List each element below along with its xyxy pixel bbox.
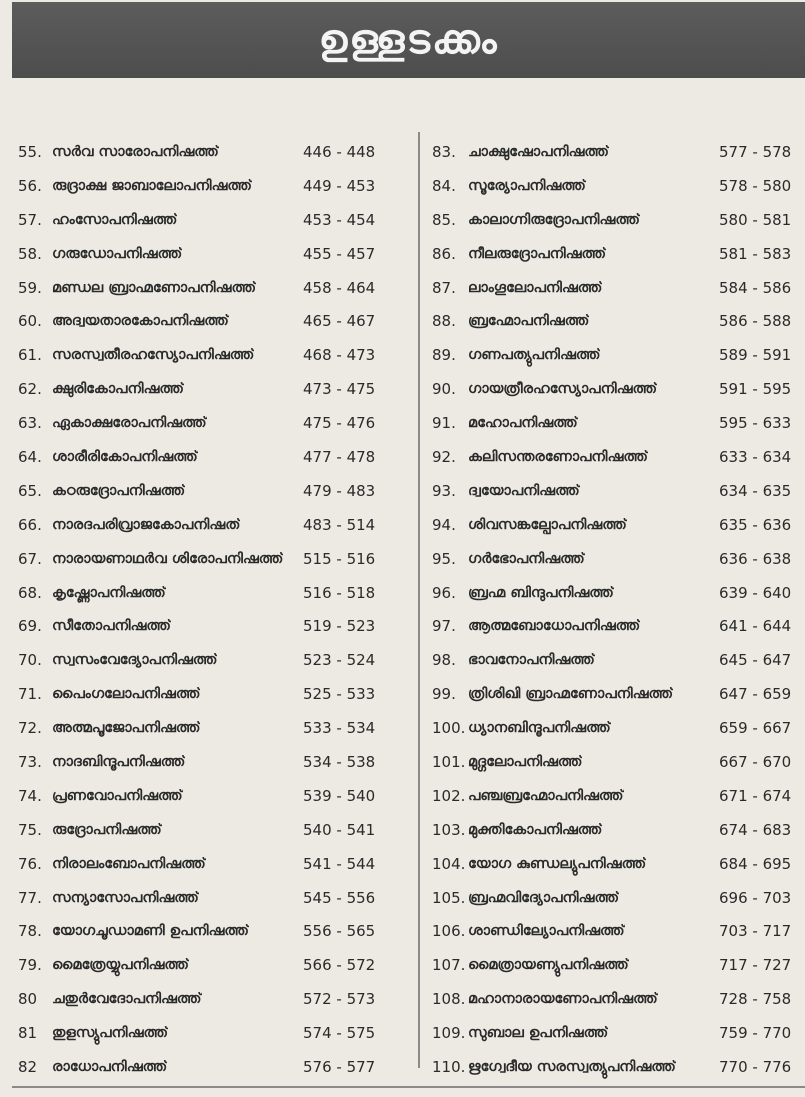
toc-column-right (432, 136, 802, 1085)
entry-title: ഏകാക്ഷരോപനിഷത്ത് (52, 415, 207, 432)
toc-entry (18, 577, 398, 611)
toc-entry (18, 746, 398, 780)
entry-title: ചതുർവേദോപനിഷത്ത് (52, 991, 202, 1008)
entry-title: മുക്തികോപനിഷത്ത് (468, 821, 603, 838)
entry-number: 65. (18, 481, 42, 500)
entry-page-range: 541 - 544 (303, 854, 376, 873)
entry-page-range: 516 - 518 (303, 583, 376, 602)
entry-number: 83. (432, 143, 456, 161)
entry-page-range: 696 - 703 (719, 888, 792, 907)
entry-number: 108. (432, 990, 466, 1009)
toc-entry (18, 441, 398, 475)
entry-page-range: 634 - 635 (719, 481, 792, 500)
entry-number: 67. (18, 549, 42, 568)
toc-entry (18, 475, 398, 509)
entry-number: 110. (432, 1058, 466, 1077)
entry-title: തുളസ്യുപനിഷത്ത് (52, 1025, 169, 1042)
toc-entry (432, 339, 802, 373)
entry-title: മണ്ഡല ബ്രാഹ്മണോപനിഷത്ത് (52, 279, 257, 296)
entry-page-range: 635 - 636 (719, 515, 792, 534)
entry-number: 92. (432, 448, 456, 467)
entry-page-range: 525 - 533 (303, 685, 376, 704)
entry-title: ശിവസങ്കല്പോപനിഷത്ത് (468, 516, 627, 533)
entry-number: 59. (18, 278, 42, 297)
entry-title: ശാരീരികോപനിഷത്ത് (52, 449, 198, 466)
entry-page-range: 647 - 659 (719, 685, 792, 704)
entry-title: പഞ്ചബ്രഹ്മോപനിഷത്ത് (468, 787, 624, 804)
entry-page-range: 566 - 572 (303, 956, 376, 975)
entry-page-range: 671 - 674 (719, 786, 792, 805)
entry-title: ഗണപത്യുപനിഷത്ത് (468, 347, 601, 364)
entry-number: 87. (432, 278, 456, 297)
toc-entry (432, 848, 802, 882)
entry-number: 77. (18, 888, 42, 907)
toc-entry (18, 915, 398, 949)
toc-entry (18, 949, 398, 983)
entry-number: 73. (18, 753, 42, 772)
entry-number: 93. (432, 481, 456, 500)
entry-page-range: 449 - 453 (303, 176, 376, 195)
column-divider (418, 132, 420, 1068)
entry-number: 76. (18, 854, 42, 873)
entry-page-range: 595 - 633 (719, 414, 792, 433)
toc-entry (18, 848, 398, 882)
toc-entry (18, 272, 398, 306)
toc-entry (432, 407, 802, 441)
entry-page-range: 659 - 667 (719, 719, 792, 738)
entry-number: 72. (18, 719, 42, 738)
entry-page-range: 479 - 483 (303, 481, 376, 500)
entry-title: ദ്വയോപനിഷത്ത് (468, 482, 580, 499)
entry-title: അത്മപൂജോപനിഷത്ത് (52, 720, 201, 737)
entry-page-range: 591 - 595 (719, 380, 792, 399)
entry-page-range: 473 - 475 (303, 380, 376, 399)
entry-page-range: 645 - 647 (719, 651, 792, 670)
entry-number: 80 (18, 990, 38, 1009)
entry-page-range: 453 - 454 (303, 210, 376, 229)
entry-title: സുബാല ഉപനിഷത്ത് (468, 1025, 609, 1042)
entry-title: മുദ്ഗലോപനിഷത്ത് (468, 754, 583, 771)
toc-entry (432, 1051, 802, 1085)
entry-number: 102. (432, 786, 466, 805)
entry-page-range: 667 - 670 (719, 753, 792, 772)
entry-page-range: 534 - 538 (303, 753, 376, 772)
entry-number: 61. (18, 346, 42, 365)
entry-page-range: 684 - 695 (719, 854, 792, 873)
toc-entry (432, 238, 802, 272)
entry-number: 62. (18, 380, 42, 399)
toc-entry (432, 543, 802, 577)
entry-title: ധ്യാനബിന്ദൂപനിഷത്ത് (468, 720, 611, 737)
entry-page-range: 717 - 727 (719, 956, 792, 975)
entry-number: 88. (432, 312, 456, 331)
toc-entry (432, 1017, 802, 1051)
entry-page-range: 586 - 588 (719, 312, 792, 331)
toc-entry (432, 373, 802, 407)
entry-number: 55. (18, 143, 42, 161)
entry-page-range: 519 - 523 (303, 617, 376, 636)
entry-number: 57. (18, 210, 42, 229)
entry-number: 101. (432, 753, 466, 772)
entry-number: 107. (432, 956, 466, 975)
entry-number: 79. (18, 956, 42, 975)
toc-entry (432, 678, 802, 712)
toc-entry (18, 610, 398, 644)
entry-number: 74. (18, 786, 42, 805)
toc-entry (432, 204, 802, 238)
entry-title: ബ്രഹ്മോപനിഷത്ത് (468, 313, 590, 330)
toc-entry (432, 882, 802, 916)
entry-title: ഭാവനോപനിഷത്ത് (468, 652, 595, 669)
toc-entry (432, 475, 802, 509)
entry-title: രുദ്രോപനിഷത്ത് (52, 821, 162, 838)
entry-page-range: 577 - 578 (719, 143, 792, 161)
toc-entry (432, 136, 802, 170)
toc-entry (432, 780, 802, 814)
entry-page-range: 446 - 448 (303, 143, 376, 161)
toc-entry (18, 983, 398, 1017)
entry-page-range: 533 - 534 (303, 719, 376, 738)
entry-number: 99. (432, 685, 456, 704)
entry-title: രുദ്രാക്ഷ ജാബാലോപനിഷത്ത് (52, 177, 252, 194)
entry-number: 64. (18, 448, 42, 467)
entry-page-range: 477 - 478 (303, 448, 376, 467)
toc-entry (432, 983, 802, 1017)
toc-entry (18, 1051, 398, 1085)
entry-title: കഠരുദ്രോപനിഷത്ത് (52, 482, 186, 499)
entry-number: 85. (432, 210, 456, 229)
entry-number: 96. (432, 583, 456, 602)
entry-number: 89. (432, 346, 456, 365)
entry-page-range: 556 - 565 (303, 922, 376, 941)
entry-page-range: 540 - 541 (303, 820, 376, 839)
entry-number: 106. (432, 922, 466, 941)
toc-entry (432, 305, 802, 339)
toc-entry (432, 746, 802, 780)
toc-entry (432, 644, 802, 678)
entry-page-range: 633 - 634 (719, 448, 792, 467)
entry-title: സൂര്യോപനിഷത്ത് (468, 177, 586, 194)
toc-entry (432, 712, 802, 746)
entry-title: അദ്വയതാരകോപനിഷത്ത് (52, 313, 229, 330)
entry-page-range: 458 - 464 (303, 278, 376, 297)
entry-title: കാലാഗ്നിരുദ്രോപനിഷത്ത് (468, 211, 640, 228)
entry-page-range: 578 - 580 (719, 176, 792, 195)
toc-entry (432, 915, 802, 949)
entry-title: ക്ഷുരികോപനിഷത്ത് (52, 381, 184, 398)
entry-title: കൃഷ്ണോപനിഷത്ത് (52, 584, 166, 601)
entry-number: 58. (18, 244, 42, 263)
toc-entry (18, 678, 398, 712)
entry-number: 66. (18, 515, 42, 534)
entry-page-range: 572 - 573 (303, 990, 376, 1009)
entry-title: യോഗചൂഡാമണി ഉപനിഷത്ത് (52, 923, 250, 940)
entry-title: നാരായണാഥർവ ശിരോപനിഷത്ത് (52, 550, 284, 567)
toc-entry (432, 610, 802, 644)
entry-title: ആത്മബോധോപനിഷത്ത് (468, 618, 641, 635)
entry-title: ശാണ്ഡില്യോപനിഷത്ത് (468, 923, 625, 940)
toc-entry (18, 1017, 398, 1051)
entry-page-range: 576 - 577 (303, 1058, 376, 1077)
entry-title: കലിസന്തരണോപനിഷത്ത് (468, 449, 648, 466)
toc-entry (18, 509, 398, 543)
toc-entry (18, 814, 398, 848)
entry-title: സർവ സാരോപനിഷത്ത് (52, 144, 219, 160)
entry-page-range: 523 - 524 (303, 651, 376, 670)
toc-entry (432, 949, 802, 983)
toc-entry (432, 577, 802, 611)
toc-entry (18, 644, 398, 678)
entry-page-range: 580 - 581 (719, 210, 792, 229)
entry-number: 91. (432, 414, 456, 433)
entry-title: സീതോപനിഷത്ത് (52, 618, 172, 635)
entry-title: മൈത്രേയ്യുപനിഷത്ത് (52, 957, 190, 974)
entry-number: 69. (18, 617, 42, 636)
toc-entry (18, 305, 398, 339)
entry-number: 109. (432, 1024, 466, 1043)
entry-page-range: 515 - 516 (303, 549, 376, 568)
entry-title: നാദബിന്ദൂപനിഷത്ത് (52, 754, 186, 771)
entry-page-range: 584 - 586 (719, 278, 792, 297)
toc-entry (432, 814, 802, 848)
entry-page-range: 455 - 457 (303, 244, 376, 263)
toc-entry (18, 238, 398, 272)
entry-title: മഹാനാരായണോപനിഷത്ത് (468, 991, 658, 1008)
entry-number: 56. (18, 176, 42, 195)
entry-page-range: 475 - 476 (303, 414, 376, 433)
entry-title: ഋഗ്വേദീയ സരസ്വത്യുപനിഷത്ത് (468, 1059, 676, 1076)
entry-title: ഗായത്രീരഹസ്യോപനിഷത്ത് (468, 381, 658, 398)
entry-number: 81 (18, 1024, 38, 1043)
entry-title: ഗരുഡോപനിഷത്ത് (52, 245, 183, 262)
entry-number: 78. (18, 922, 42, 941)
entry-number: 70. (18, 651, 42, 670)
toc-entry (18, 780, 398, 814)
entry-number: 100. (432, 719, 466, 738)
entry-title: ചാക്ഷുഷോപനിഷത്ത് (468, 144, 609, 160)
toc-entry (18, 339, 398, 373)
toc-entry (432, 441, 802, 475)
entry-number: 95. (432, 549, 456, 568)
entry-number: 98. (432, 651, 456, 670)
entry-number: 71. (18, 685, 42, 704)
toc-entry (18, 882, 398, 916)
entry-number: 90. (432, 380, 456, 399)
entry-number: 68. (18, 583, 42, 602)
entry-page-range: 728 - 758 (719, 990, 792, 1009)
toc-entry (18, 543, 398, 577)
contents-header-banner (12, 2, 805, 78)
entry-number: 104. (432, 854, 466, 873)
entry-number: 63. (18, 414, 42, 433)
entry-number: 75. (18, 820, 42, 839)
entry-title: യോഗ കുണ്ഡല്യുപനിഷത്ത് (468, 855, 647, 872)
entry-number: 105. (432, 888, 466, 907)
entry-title: ബ്രഹ്മവിദ്യോപനിഷത്ത് (468, 889, 620, 906)
toc-entry (432, 509, 802, 543)
entry-number: 103. (432, 820, 466, 839)
toc-entry (18, 136, 398, 170)
entry-title: രാധോപനിഷത്ത് (52, 1059, 168, 1076)
entry-page-range: 581 - 583 (719, 244, 792, 263)
entry-title: സ്വസംവേദ്യോപനിഷത്ത് (52, 652, 218, 669)
entry-title: ഹംസോപനിഷത്ത് (52, 211, 178, 228)
entry-number: 60. (18, 312, 42, 331)
entry-title: മൈത്രായണ്യുപനിഷത്ത് (468, 957, 629, 974)
entry-number: 97. (432, 617, 456, 636)
entry-title: മഹോപനിഷത്ത് (468, 415, 578, 432)
entry-title: നിരാലംബോപനിഷത്ത് (52, 855, 206, 872)
entry-title: ഗർഭോപനിഷത്ത് (468, 550, 585, 567)
entry-title: ലാംഗൂലോപനിഷത്ത് (468, 279, 603, 296)
entry-page-range: 468 - 473 (303, 346, 376, 365)
toc-entry (18, 407, 398, 441)
toc-entry (432, 170, 802, 204)
entry-page-range: 759 - 770 (719, 1024, 792, 1043)
entry-title: ത്രിശിഖി ബ്രാഹ്മണോപനിഷത്ത് (468, 686, 674, 703)
entry-page-range: 703 - 717 (719, 922, 792, 941)
entry-number: 94. (432, 515, 456, 534)
entry-title: സരസ്വതീരഹസ്യോപനിഷത്ത് (52, 347, 255, 364)
entry-number: 86. (432, 244, 456, 263)
entry-page-range: 674 - 683 (719, 820, 792, 839)
entry-page-range: 465 - 467 (303, 312, 376, 331)
entry-page-range: 641 - 644 (719, 617, 792, 636)
bottom-rule (12, 1086, 805, 1088)
entry-page-range: 574 - 575 (303, 1024, 376, 1043)
entry-title: ബ്രഹ്മ ബിന്ദുപനിഷത്ത് (468, 584, 614, 601)
entry-page-range: 770 - 776 (719, 1058, 792, 1077)
entry-page-range: 639 - 640 (719, 583, 792, 602)
toc-entry (18, 373, 398, 407)
toc-column-left (18, 136, 398, 1085)
entry-page-range: 539 - 540 (303, 786, 376, 805)
toc-entry (432, 272, 802, 306)
entry-page-range: 636 - 638 (719, 549, 792, 568)
entry-title: പൈംഗലോപനിഷത്ത് (52, 686, 201, 703)
page-title: ഉള്ളടക്കം (318, 17, 499, 63)
toc-entry (18, 170, 398, 204)
toc-entry (18, 204, 398, 238)
entry-title: സന്യാസോപനിഷത്ത് (52, 889, 199, 906)
entry-title: നീലരുദ്രോപനിഷത്ത് (468, 245, 607, 262)
entry-title: പ്രണവോപനിഷത്ത് (52, 787, 183, 804)
entry-title: നാരദപരിവ്രാജകോപനിഷത് (52, 516, 241, 533)
entry-page-range: 545 - 556 (303, 888, 376, 907)
entry-number: 82 (18, 1058, 38, 1077)
entry-page-range: 589 - 591 (719, 346, 792, 365)
entry-page-range: 483 - 514 (303, 515, 376, 534)
toc-entry (18, 712, 398, 746)
entry-number: 84. (432, 176, 456, 195)
